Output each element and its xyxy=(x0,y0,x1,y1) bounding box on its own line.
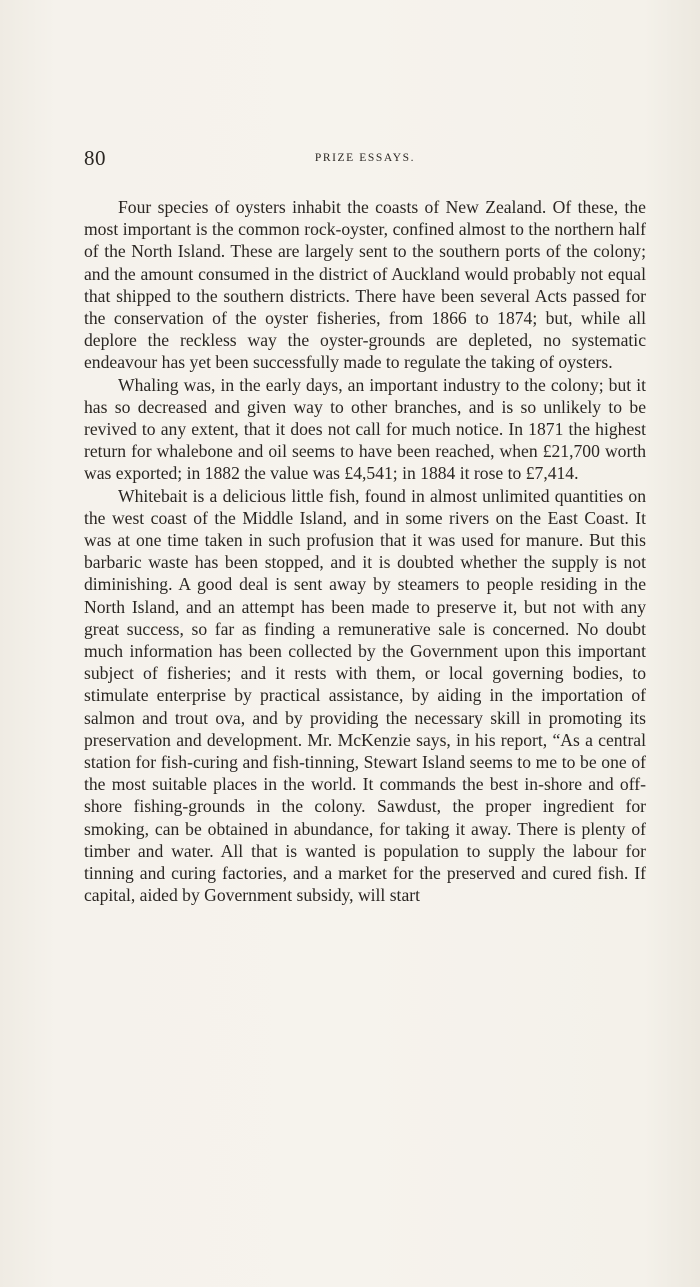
running-head: PRIZE ESSAYS. xyxy=(314,152,416,164)
paragraph-oysters: Four species of oysters inhabit the coasts of New Zealand. Of these, the most important is the common rock-oyster, confined almost to the northern half of the North Island. These are largely sent to the southern ports of the colony; and the amount consumed in the district of Auckland would probably not equal that shipped to the southern districts. There have been several Acts passed for the conservation of the oyster fisheries, from 1866 to 1874; but, while all deplore the reckless way the oyster-grounds are depleted, no systematic endeavour has yet been successfully made to regulate the taking of oysters. xyxy=(84,197,646,373)
paragraph-whitebait: Whitebait is a delicious little fish, found in almost unlimited quantities on the west coast of the Middle Island, and in some rivers on the East Coast. It was at one time taken in such profusion that it was used for manure. But this barbaric waste has been stopped, and it is doubted whether the supply is not diminishing. A good deal is sent away by steamers to people residing in the North Island, and an attempt has been made to preserve it, but not with any great success, so far as finding a remunerative sale is concerned. No doubt much information has been collected by the Government upon this important subject of fisheries; and it rests with them, or local governing bodies, to stimulate enterprise by practical assistance, by aiding in the importation of salmon and trout ova, and by providing the necessary skill in promoting its preservation and development. Mr. McKenzie says, in his report, “As a central station for fish-curing and fish-tinning, Stewart Island seems to me to be one of the most suitable places in the world. It commands the best in-shore and off-shore fishing-grounds in the colony. Sawdust, the proper ingredient for smoking, can be obtained in abundance, for taking it away. There is plenty of timber and water. All that is wanted is population to supply the labour for tinning and curing factories, and a market for the preserved and cured fish. If capital, aided by Government subsidy, will start xyxy=(84,485,646,906)
paragraph-whaling: Whaling was, in the early days, an important industry to the colony; but it has so decreased and given way to other branches, and is so unlikely to be revived to any extent, that it does not call for much notice. In 1871 the highest return for whalebone and oil seems to have been reached, when £21,700 worth was exported; in 1882 the value was £4,541; in 1884 it rose to £7,414. xyxy=(84,374,646,484)
page-number: 80 xyxy=(84,146,106,170)
body-text xyxy=(84,196,646,907)
page-header xyxy=(84,146,646,172)
